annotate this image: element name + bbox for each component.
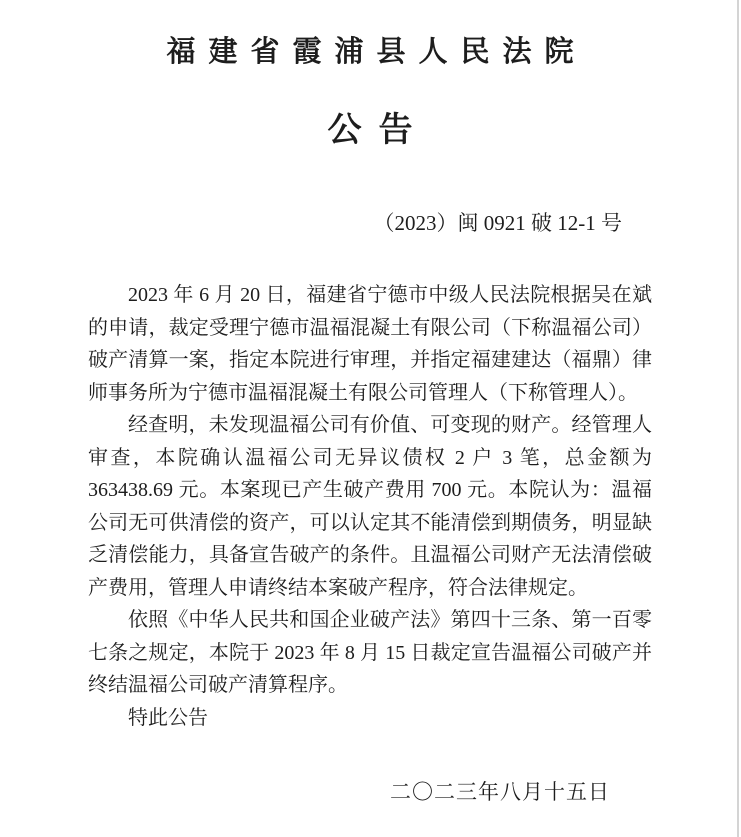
page-edge-divider xyxy=(737,0,739,837)
closing-line: 特此公告 xyxy=(128,706,208,729)
court-name-heading: 福建省霞浦县人民法院 xyxy=(166,36,587,68)
body-paragraph: 2023 年 6 月 20 日，福建省宁德市中级人民法院根据吴在斌的申请，裁定受理宁德市温福混凝土有限公司（下称温福公司）破产清算一案，指定本院进行审理，并指定福建建达（福鼎）律师事务所为宁德市温福混凝土有限公司管理人（下称管理人）。 xyxy=(88,284,652,404)
body-paragraph: 依照《中华人民共和国企业破产法》第四十三条、第一百零七条之规定，本院于 2023 年 8 月 15 日裁定宣告温福公司破产并终结温福公司破产清算程序。 xyxy=(88,609,652,696)
announcement-title: 公告 xyxy=(327,112,430,149)
case-number: （2023）闽 0921 破 12-1 号 xyxy=(373,211,622,235)
body-paragraph: 经查明，未发现温福公司有价值、可变现的财产。经管理人审查，本院确认温福公司无异议债权 2 户 3 笔，总金额为 363438.69 元。本案现已产生破产费用 700 元。本院认为：温福公司无可供清偿的资产，可以认定其不能清偿到期债务，明显缺乏清偿能力，具备宣告破产的条件。且温福公司财产无法清偿破产费用，管理人申请终结本案破产程序，符合法律规定。 xyxy=(88,414,652,599)
announcement-body xyxy=(88,279,652,734)
issue-date: 二〇二三年八月十五日 xyxy=(390,780,610,804)
